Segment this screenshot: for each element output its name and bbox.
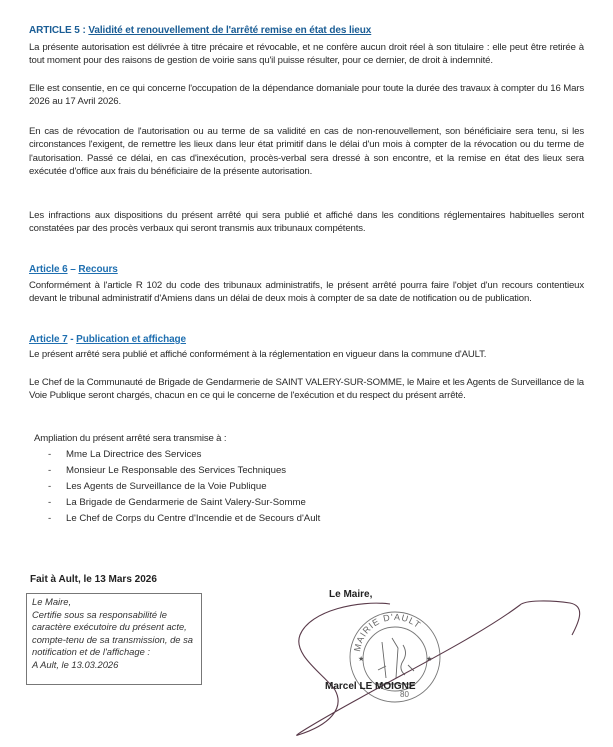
fait-a-date: Fait à Ault, le 13 Mars 2026 bbox=[30, 574, 157, 585]
article-7-title: Publication et affichage bbox=[76, 334, 187, 345]
recipient-item bbox=[48, 495, 320, 511]
certification-line: Certifie sous sa responsabilité le bbox=[32, 608, 167, 620]
article-7-paragraph-2: Le Chef de la Communauté de Brigade de Gendarmerie de SAINT VALERY-SUR-SOMME, le Maire et les Agents de Surveillance de la Voie Publique seront chargés, chacun en ce qui le concerne de l'exécution et du respect du présent arrêté. bbox=[29, 377, 584, 402]
recipient-item bbox=[48, 447, 320, 463]
article-7-label: Article 7 bbox=[29, 334, 68, 345]
article-5-paragraph-4: Les infractions aux dispositions du présent arrêté qui sera publié et affiché dans les conditions réglementaires habituelles seront constatées par des procès verbaux qui seront transmis aux tribunaux compétents. bbox=[29, 210, 584, 235]
certification-line: caractère exécutoire du présent acte, bbox=[32, 621, 187, 633]
recipient-name: La Brigade de Gendarmerie de Saint Valery-Sur-Somme bbox=[66, 497, 306, 508]
stamp-star-right: ★ bbox=[426, 656, 433, 663]
article-7-heading bbox=[29, 334, 186, 345]
article-5-heading bbox=[29, 25, 371, 36]
article-5-paragraph-3: En cas de révocation de l'autorisation ou au terme de sa validité en cas de non-renouvellement, son bénéficiaire sera tenu, si les circonstances l'exigent, de remettre les lieux dans leur état primitif dans le délai d'un mois à compter de la révocation ou du terme de l'autorisation. Passé ce délai, en cas d'inexécution, procès-verbal sera dressé à son encontre, et la remise en état des lieux sera exécutée d'office aux frais du bénéficiaire de la présente autorisation. bbox=[29, 126, 584, 178]
recipient-name: Mme La Directrice des Services bbox=[66, 449, 202, 460]
article-6-paragraph: Conformément à l'article R 102 du code des tribunaux administratifs, le présent arrêté pourra faire l'objet d'un recours contentieux devant le tribunal administratif d'Amiens dans un délai de deux mois à compter de sa date de notification ou de publication. bbox=[29, 280, 584, 305]
article-5-paragraph-1: La présente autorisation est délivrée à titre précaire et révocable, et ne confère aucun droit réel à son titulaire : elle peut être retirée à tout moment pour des raisons de gestion de voirie sans qu'il puisse résulter, pour ce dernier, de droit à indemnité. bbox=[29, 42, 584, 67]
article-5-label: ARTICLE 5 : bbox=[29, 25, 86, 36]
maire-name: Marcel LE MOIGNE bbox=[325, 681, 416, 692]
ampliation-intro: Ampliation du présent arrêté sera transmise à : bbox=[34, 433, 227, 444]
stamp-star-left: ★ bbox=[358, 656, 365, 663]
article-5-paragraph-2: Elle est consentie, en ce qui concerne l'occupation de la dépendance domaniale pour toute la durée des travaux à compter du 16 Mars 2026 au 17 Avril 2026. bbox=[29, 83, 584, 108]
article-6-separator: – bbox=[67, 264, 79, 275]
maire-label: Le Maire, bbox=[329, 589, 373, 600]
list-dash: - bbox=[48, 465, 52, 476]
recipient-name: Monsieur Le Responsable des Services Techniques bbox=[66, 465, 287, 476]
recipient-name: Les Agents de Surveillance de la Voie Publique bbox=[66, 481, 267, 492]
list-dash: - bbox=[48, 481, 52, 492]
recipient-item bbox=[48, 479, 320, 495]
stamp-dept: 80 bbox=[400, 690, 409, 699]
recipient-item bbox=[48, 511, 320, 527]
recipient-list bbox=[48, 447, 320, 527]
certification-line: compte-tenu de sa transmission, de sa bbox=[32, 633, 194, 645]
certification-box bbox=[26, 593, 202, 685]
certification-line: notification et de l'affichage : bbox=[32, 646, 151, 658]
article-7-paragraph-1: Le présent arrêté sera publié et affiché conformément à la réglementation en vigueur dans la commune d'AULT. bbox=[29, 349, 487, 360]
stamp-text: MAIRIE D'AULT bbox=[352, 611, 423, 653]
certification-line: A Ault, le 13.03.2026 bbox=[32, 658, 119, 670]
list-dash: - bbox=[48, 497, 52, 508]
article-5-title: Validité et renouvellement de l'arrêté remise en état des lieux bbox=[88, 25, 372, 36]
article-6-label: Article 6 bbox=[29, 264, 68, 275]
list-dash: - bbox=[48, 449, 52, 460]
article-7-separator: - bbox=[67, 334, 77, 345]
recipient-item bbox=[48, 463, 320, 479]
article-6-title: Recours bbox=[78, 264, 118, 275]
article-6-heading bbox=[29, 264, 118, 275]
recipient-name: Le Chef de Corps du Centre d'Incendie et de Secours d'Ault bbox=[66, 513, 321, 524]
certification-line: Le Maire, bbox=[32, 596, 72, 607]
list-dash: - bbox=[48, 513, 52, 524]
